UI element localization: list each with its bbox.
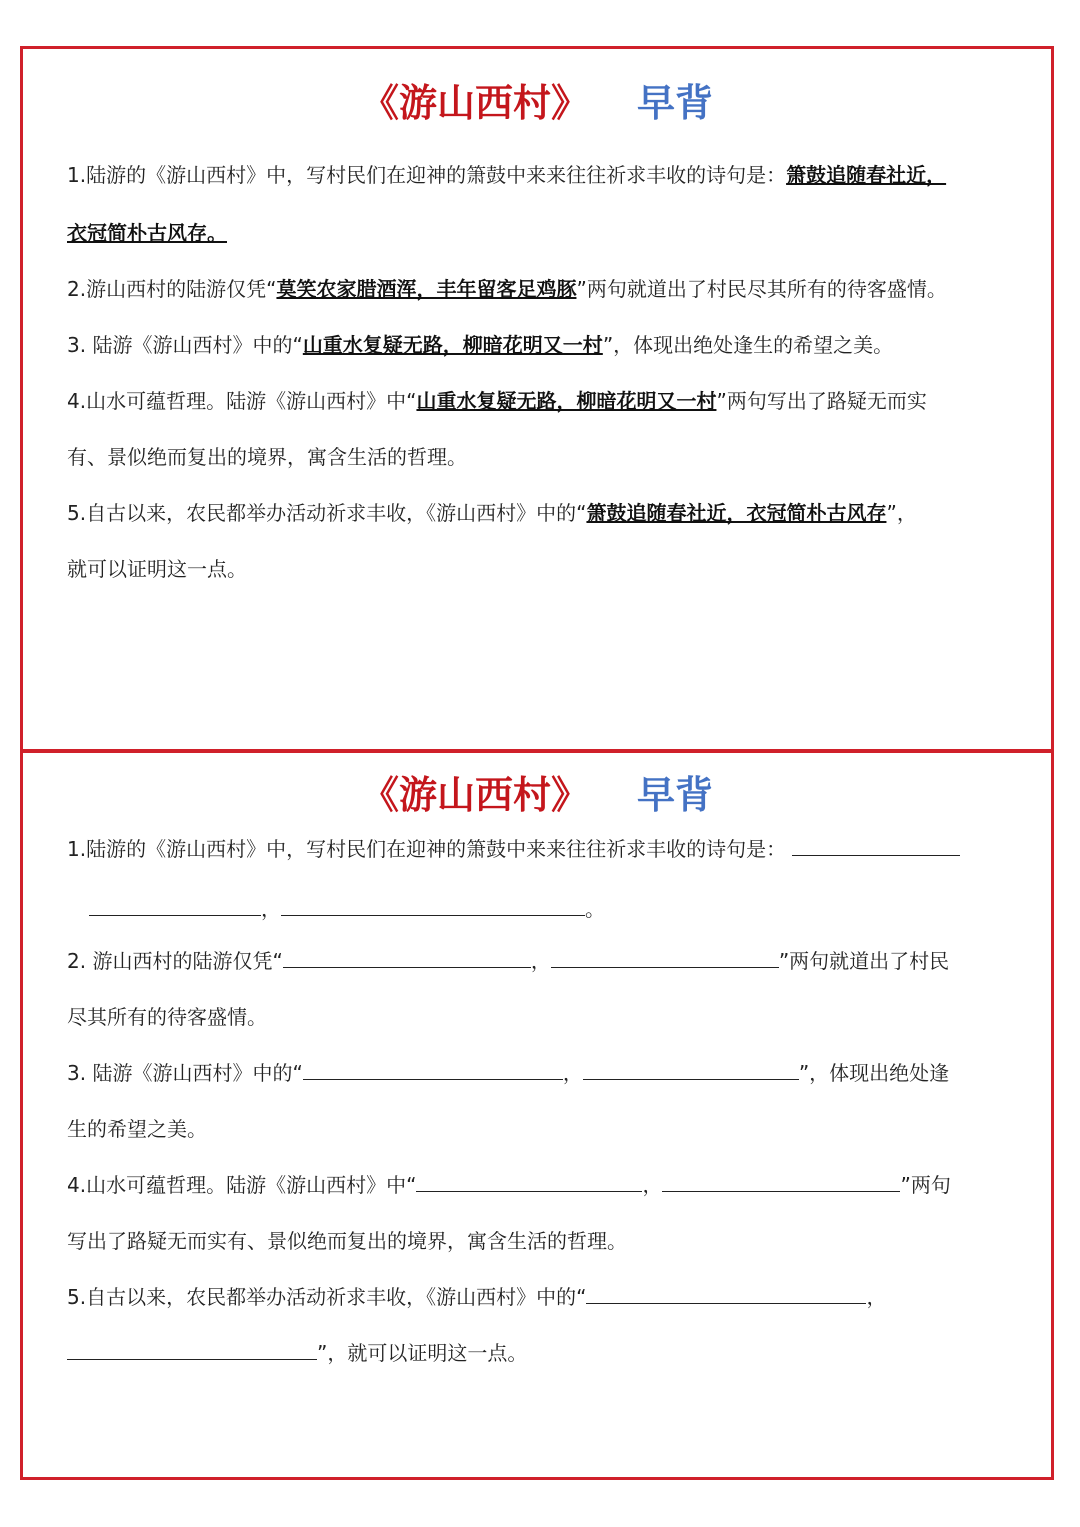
fill-blank[interactable] bbox=[283, 947, 531, 968]
answer-panel-title bbox=[23, 79, 1051, 127]
fill-blank[interactable] bbox=[89, 895, 261, 916]
fill-blank[interactable] bbox=[586, 1283, 866, 1304]
fill-blank[interactable] bbox=[662, 1171, 900, 1192]
morning-recite-tag: 早背 bbox=[637, 81, 714, 125]
answer-q4-line1: 4.山水可蕴哲理。陆游《游山西村》中“山重水复疑无路，柳暗花明又一村”两句写出了路疑无而实 bbox=[67, 389, 927, 413]
quiz-q4-line2: 写出了路疑无而实有、景似绝而复出的境界，寓含生活的哲理。 bbox=[67, 1229, 627, 1253]
answer-q5-line1: 5.自古以来，农民都举办活动祈求丰收，《游山西村》中的“箫鼓追随春社近，衣冠简朴古风存”， bbox=[67, 501, 917, 525]
answer-q3: 3. 陆游《游山西村》中的“山重水复疑无路，柳暗花明又一村”，体现出绝处逢生的希望之美。 bbox=[67, 333, 894, 357]
quiz-q4-line1: 4.山水可蕴哲理。陆游《游山西村》中“ ， ”两句 bbox=[67, 1173, 951, 1197]
quiz-q3-line2: 生的希望之美。 bbox=[67, 1117, 207, 1141]
fill-blank[interactable] bbox=[551, 947, 779, 968]
quiz-q5-line1: 5.自古以来，农民都举办活动祈求丰收，《游山西村》中的“ ， bbox=[67, 1285, 887, 1309]
fill-blank[interactable] bbox=[303, 1059, 563, 1080]
quiz-q1-line1: 1.陆游的《游山西村》中，写村民们在迎神的箫鼓中来来往往祈求丰收的诗句是： bbox=[67, 835, 1035, 863]
fill-blank[interactable] bbox=[416, 1171, 642, 1192]
quiz-q1-line2: ， 。 bbox=[67, 895, 1035, 923]
answer-q4-line2: 有、景似绝而复出的境界，寓含生活的哲理。 bbox=[67, 445, 467, 469]
fill-blank[interactable] bbox=[67, 1339, 317, 1360]
answer-q1-line2 bbox=[67, 219, 1035, 247]
quiz-panel bbox=[20, 750, 1054, 1480]
answer-q2: 2.游山西村的陆游仅凭“莫笑农家腊酒浑，丰年留客足鸡豚”两句就道出了村民尽其所有的待客盛情。 bbox=[67, 277, 947, 301]
quiz-panel-title bbox=[23, 771, 1051, 819]
quiz-q5-line2: ”，就可以证明这一点。 bbox=[67, 1339, 1035, 1367]
answer-text: 山重水复疑无路，柳暗花明又一村 bbox=[416, 389, 717, 413]
fill-blank[interactable] bbox=[583, 1059, 799, 1080]
poem-title: 《游山西村》 bbox=[360, 81, 589, 125]
quiz-q2-line1: 2. 游山西村的陆游仅凭“ ， ”两句就道出了村民 bbox=[67, 949, 950, 973]
answer-q5-line2: 就可以证明这一点。 bbox=[67, 557, 247, 581]
answer-text: 山重水复疑无路，柳暗花明又一村 bbox=[302, 333, 603, 357]
answer-text: 箫鼓追随春社近， bbox=[786, 163, 947, 187]
quiz-q2-line2: 尽其所有的待客盛情。 bbox=[67, 1005, 267, 1029]
answer-text: 衣冠简朴古风存。 bbox=[67, 221, 227, 245]
answer-panel bbox=[20, 46, 1054, 752]
morning-recite-tag: 早背 bbox=[637, 773, 714, 817]
answer-text: 箫鼓追随春社近，衣冠简朴古风存 bbox=[586, 501, 887, 525]
fill-blank[interactable] bbox=[792, 835, 960, 856]
fill-blank[interactable] bbox=[281, 895, 585, 916]
answer-q1-line1: 1.陆游的《游山西村》中，写村民们在迎神的箫鼓中来来往往祈求丰收的诗句是：箫鼓追随春社近， bbox=[67, 163, 947, 187]
poem-title: 《游山西村》 bbox=[360, 773, 589, 817]
quiz-q3-line1: 3. 陆游《游山西村》中的“ ， ”，体现出绝处逢 bbox=[67, 1061, 950, 1085]
answer-text: 莫笑农家腊酒浑，丰年留客足鸡豚 bbox=[276, 277, 577, 301]
